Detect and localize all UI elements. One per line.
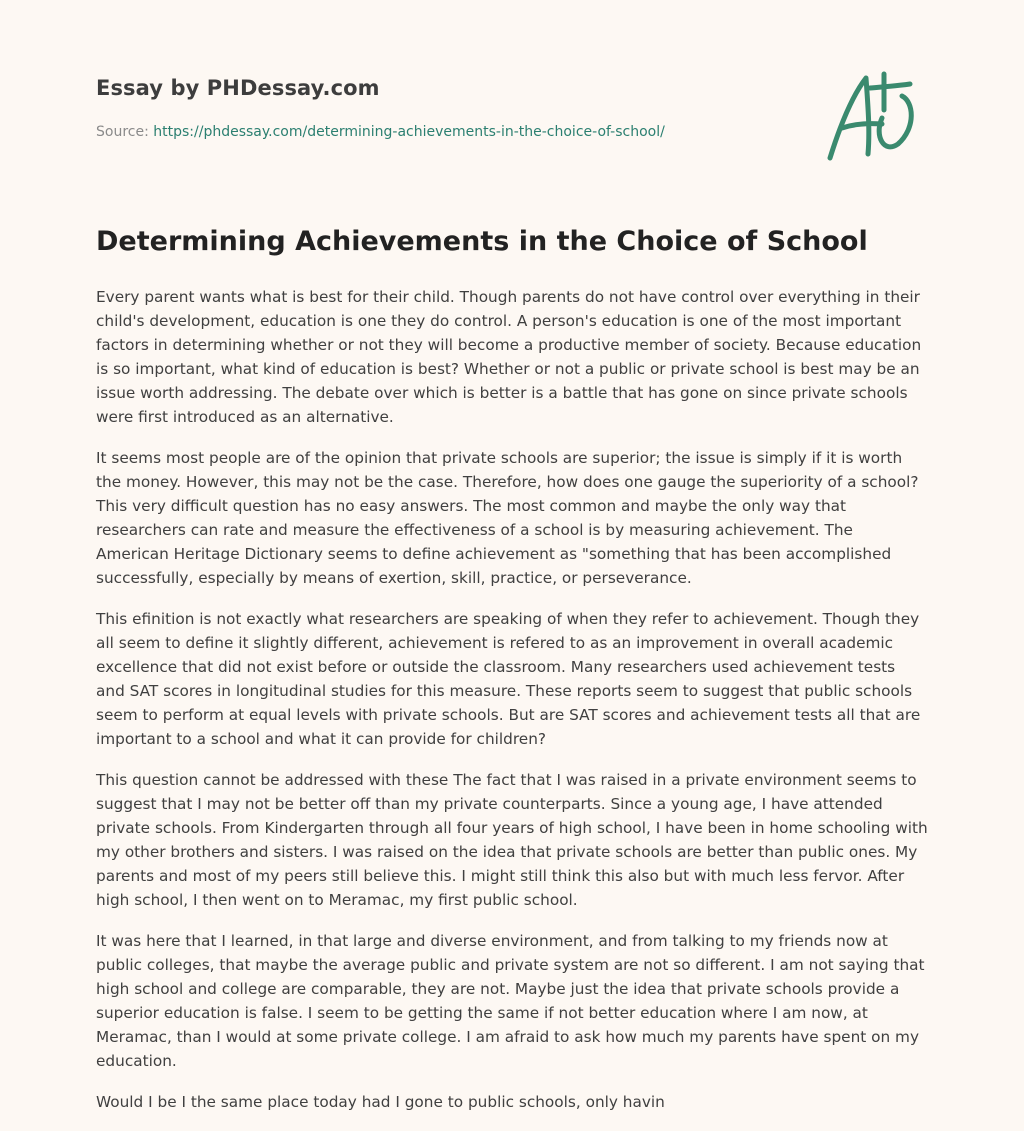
essay-paragraph: It was here that I learned, in that large and diverse environment, and from talking to my friends now at public colleges, that maybe the average public and private system are not so different. I am not saying that high school and college are comparable, they are not. Maybe just the idea that private schools provide a superior education is false. I seem to be getting the same if not better education where I am now, at Meramac, than I would at some private college. I am afraid to ask how much my parents have spent on my education. (96, 932, 925, 1070)
source-line (96, 124, 796, 140)
essay-paragraph: This efinition is not exactly what researchers are speaking of when they refer to achievement. Though they all seem to define it slightly different, achievement is refered to as an improvement in overall academic excellence that did not exist before or outside the classroom. Many researchers used achievement tests and SAT scores in longitudinal studies for this measure. These reports seem to suggest that public schools seem to perform at equal levels with private schools. But are SAT scores and achievement tests all that are important to a school and what it can provide for children? (96, 610, 921, 748)
a-plus-logo-icon (818, 66, 928, 166)
essay-body (96, 285, 928, 1131)
page-header (96, 76, 796, 140)
source-label: Source: (96, 124, 149, 140)
essay-paragraph: This question cannot be addressed with these The fact that I was raised in a private environment seems to suggest that I may not be better off than my private counterparts. Since a young age, I have attended private schools. From Kindergarten through all four years of high school, I have been in home schooling with my other brothers and sisters. I was raised on the idea that private schools are better than public ones. My parents and most of my peers still believe this. I might still think this also but with much less fervor. After high school, I then went on to Meramac, my first public school. (96, 771, 928, 909)
site-brand: Essay by PHDessay.com (96, 76, 380, 100)
essay-paragraph: Every parent wants what is best for their child. Though parents do not have control over everything in their child's development, education is one they do control. A person's education is one of the most important factors in determining whether or not they will become a productive member of society. Because education is so important, what kind of education is best? Whether or not a public or private school is best may be an issue worth addressing. The debate over which is better is a battle that has gone on since private schools were first introduced as an alternative. (96, 288, 922, 426)
source-link[interactable]: https://phdessay.com/determining-achievements-in-the-choice-of-school/ (153, 124, 665, 140)
essay-title: Determining Achievements in the Choice of School (96, 226, 868, 257)
essay-paragraph: It seems most people are of the opinion that private schools are superior; the issue is simply if it is worth the money. However, this may not be the case. Therefore, how does one gauge the superiority of a school? This very difficult question has no easy answers. The most common and maybe the only way that researchers can rate and measure the effectiveness of a school is by measuring achievement. The American Heritage Dictionary seems to define achievement as "something that has been accomplished successfully, especially by means of exertion, skill, practice, or perseverance. (96, 449, 919, 587)
essay-paragraph: Would I be I the same place today had I gone to public schools, only havin (96, 1093, 665, 1111)
